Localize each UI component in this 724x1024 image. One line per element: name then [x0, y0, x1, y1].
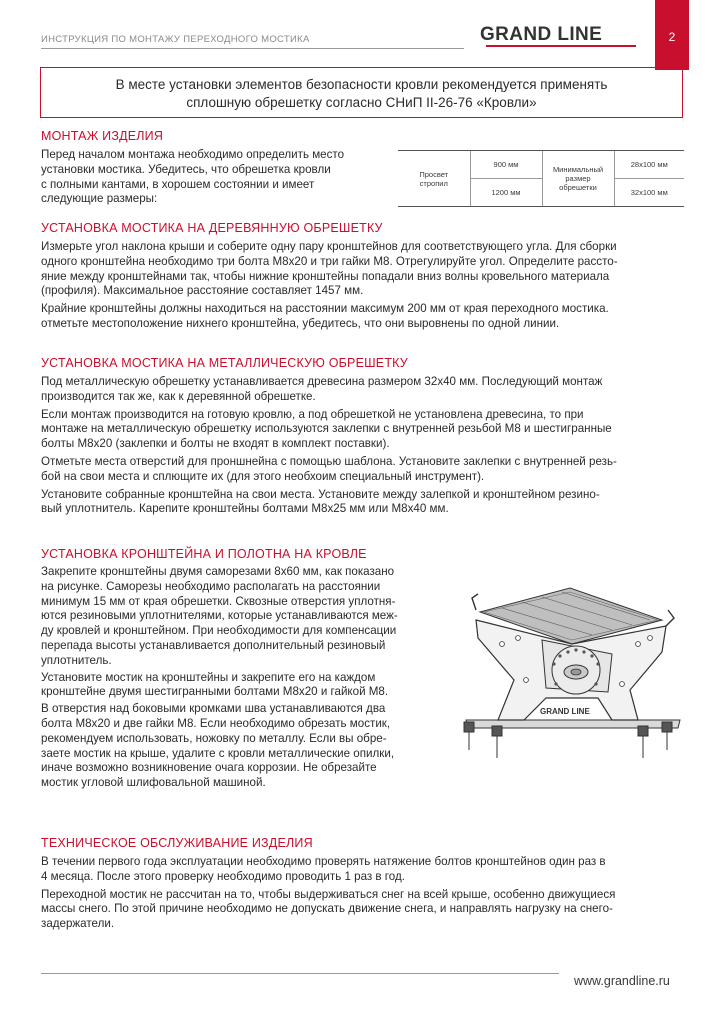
text-line: мостик угловой шлифовальной машиной. [41, 776, 266, 790]
text-line: вый уплотнитель. Карепите кронштейны болтами М8х25 мм или М8х40 мм. [41, 502, 449, 516]
text-line: Перед началом монтажа необходимо определить место [41, 148, 345, 161]
table-cell-rafter-spacing [398, 151, 470, 207]
notice-line-2: сплошную обрешетку согласно СНиП II-26-76 «Кровли» [186, 95, 537, 110]
text-line: ду кровлей и кронштейном. При необходимости для компенсации [41, 624, 397, 638]
text-line: установки мостика. Убедитесь, что обрешетка кровли [41, 162, 331, 176]
table-cell: 28x100 мм [614, 151, 684, 179]
text-line: перепада высоты устанавливается дополнительный резиновый [41, 638, 386, 652]
table-cell: 32x100 мм [614, 179, 684, 207]
page-number: 2 [668, 30, 676, 44]
section-heading-bracket-install: УСТАНОВКА КРОНШТЕЙНА И ПОЛОТНА НА КРОВЛЕ [41, 547, 367, 561]
text-line: кронштейне двумя шестигранными болтами М8х20 и гайкой М8. [41, 685, 389, 699]
table-cell: 1200 мм [470, 179, 542, 207]
text-line: задержатели. [41, 917, 115, 931]
section-wooden-lathing-text [41, 240, 684, 332]
page-number-tab [655, 0, 689, 70]
text-line: с полными кантами, в хорошем состоянии и имеет [41, 177, 315, 191]
section-maintenance-text [41, 855, 684, 932]
text-line: Крайние кронштейны должны находиться на расстоянии максимум 200 мм от края переходного мостика. [41, 302, 609, 316]
text-line: отметьте местоположение нихнего кронштейна, убедитесь, что они выровнены по одной линии. [41, 316, 560, 330]
text-line: на рисунке. Саморезы необходимо располагать на расстоянии [41, 579, 381, 593]
table-cell: 900 мм [470, 151, 542, 179]
section-heading-maintenance: ТЕХНИЧЕСКОЕ ОБСЛУЖИВАНИЕ ИЗДЕЛИЯ [41, 836, 313, 850]
text-line: следующие размеры: [41, 192, 158, 206]
text-line: Если монтаж производится на готовую кровлю, а под обрешеткой не установлена древесина, то при [41, 407, 584, 421]
text-line: Отметьте места отверстий для проншнейна с помощью шаблона. Установите заклепки с внутренней резь- [41, 454, 617, 468]
notice-line-1: В месте установки элементов безопасности кровли рекомендуется применять [115, 77, 608, 92]
cell-text: размер [565, 174, 591, 183]
logo-underline [486, 45, 636, 47]
text-line: рекомендуем использовать, ножовку по металлу. Если вы обре- [41, 731, 387, 745]
header-title: ИНСТРУКЦИЯ ПО МОНТАЖУ ПЕРЕХОДНОГО МОСТИКА [41, 34, 310, 45]
bridge-bracket-illustration [462, 580, 684, 776]
section-bracket-install-text [41, 565, 451, 791]
cell-text: стропил [419, 178, 448, 188]
grand-line-logo [480, 24, 640, 48]
text-line: бой на свои места и сплющите их (для этого необхоим специальный инструмент). [41, 469, 485, 483]
text-line: Закрепите кронштейны двумя саморезами 8х60 мм, как показано [41, 565, 395, 578]
text-line: монтаже на металлическую обрешетку используются заклепки с внутренней резьбой М8 и шестигранные [41, 422, 612, 436]
lathing-size-table [398, 150, 684, 207]
text-line: ются резиновыми уплотнителями, которые устанавливаются меж- [41, 609, 398, 623]
section-heading-mounting: МОНТАЖ ИЗДЕЛИЯ [41, 129, 164, 143]
text-line: Измерьте угол наклона крыши и соберите одну пару кронштейнов для соответствующего угла. Для сборки [41, 240, 617, 253]
text-line: В течении первого года эксплуатации необходимо проверять натяжение болтов кронштейнов один раз в [41, 855, 606, 868]
text-line: заете мостик на крыше, удалите с кровли металлические опилки, [41, 746, 395, 760]
section-metal-lathing-text [41, 375, 684, 517]
text-line: иначе возможно возникновение очага коррозии. Не обрезайте [41, 761, 377, 775]
logo-text: GRAND LINE [480, 24, 603, 45]
table-cell-min-size [542, 151, 614, 207]
text-line: Переходной мостик не рассчитан на то, чтобы выдерживаться снег на всей крыше, особенно движущиеся [41, 887, 616, 901]
text-line: производится так же, как к деревянной обрешетке. [41, 389, 316, 403]
section-mounting-text [41, 148, 391, 207]
text-line: 4 месяца. После этого проверку необходимо проводить 1 раз в год. [41, 869, 405, 883]
section-heading-metal-lathing: УСТАНОВКА МОСТИКА НА МЕТАЛЛИЧЕСКУЮ ОБРЕШЕТКУ [41, 356, 408, 370]
section-heading-wooden-lathing: УСТАНОВКА МОСТИКА НА ДЕРЕВЯННУЮ ОБРЕШЕТКУ [41, 221, 383, 235]
cell-text: обрешетки [559, 183, 597, 192]
text-line: (профиля). Максимальное расстояние составляет 1457 мм. [41, 284, 364, 298]
text-line: Под металлическую обрешетку устанавливается древесина размером 32х40 мм. Последующий монтаж [41, 375, 603, 388]
header-divider [41, 48, 464, 49]
text-line: болты М8х20 (заклепки и болты не входят в комплект поставки). [41, 437, 390, 451]
text-line: одного кронштейна необходимо три болта М8х20 и три гайки М8. Отрегулируйте угол. Определите рассто- [41, 254, 618, 268]
text-line: яние между кронштейнами так, чтобы нижние кронштейны попадали вниз волны кровельного материала [41, 269, 610, 283]
cell-text: Минимальный [552, 165, 604, 174]
notice-box [40, 67, 683, 118]
footer-website-url: www.grandline.ru [574, 974, 670, 988]
text-line: болта М8х20 и две гайки М8. Если необходимо обрезать мостик, [41, 716, 391, 730]
text-line: В отверстия над боковыми кромками шва устанавливаются два [41, 702, 386, 716]
footer-divider [41, 973, 559, 974]
cell-text: Просвет [419, 169, 449, 179]
illustration-logo-text: GRAND LINE [540, 707, 590, 716]
text-line: Установите мостик на кронштейны и закрепите его на каждом [41, 670, 376, 684]
text-line: уплотнитель. [41, 653, 112, 667]
text-line: Установите собранные кронштейна на свои места. Установите между залепкой и кронштейном резино- [41, 487, 600, 501]
text-line: минимум 15 мм от края обрешетки. Сквозные отверстия уплотня- [41, 594, 396, 608]
text-line: массы снего. По этой причине необходимо не допускать движение снега, и направлять нагрузку на снего- [41, 902, 613, 916]
